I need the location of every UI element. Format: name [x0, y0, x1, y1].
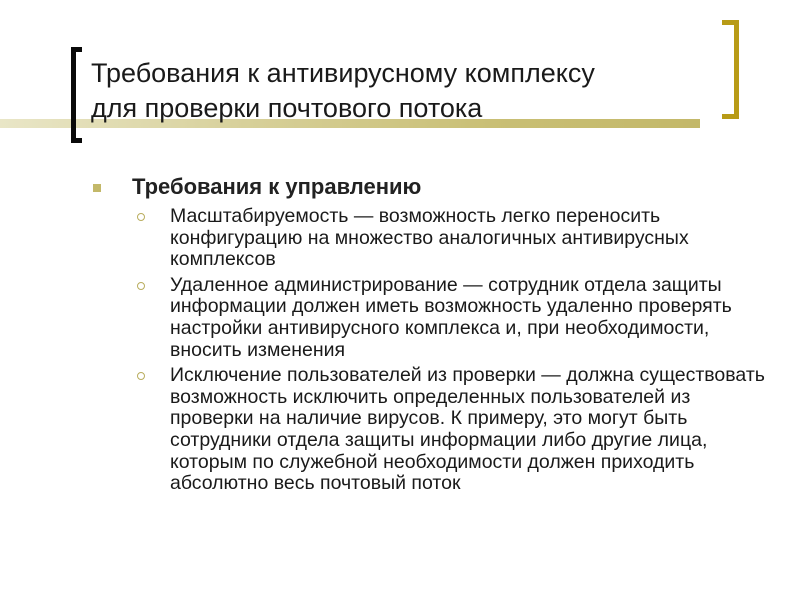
requirements-list — [90, 206, 770, 495]
slide-content — [90, 173, 770, 499]
section-heading: Требования к управлению — [132, 174, 422, 199]
list-item — [90, 365, 770, 495]
list-item-text: Исключение пользователей из проверки — должна существовать возможность исключить определенных пользователей из проверки на наличие вирусов. К примеру, это могут быть сотрудники отдела защиты информации либо другие лица, которым по служебной необходимости должен приходить абсолютно весь почтовый поток — [170, 364, 765, 495]
slide-title — [91, 56, 711, 126]
circle-bullet-icon — [137, 282, 145, 290]
circle-bullet-icon — [137, 372, 145, 380]
list-item — [90, 206, 770, 271]
right-bracket-decoration — [722, 20, 739, 119]
section-bullet — [90, 173, 770, 201]
slide-title-line-2: для проверки почтового потока — [91, 93, 483, 123]
slide-title-line-1: Требования к антивирусному комплексу — [91, 58, 595, 88]
list-item-text: Масштабируемость — возможность легко переносить конфигурацию на множество аналогичных антивирусных комплексов — [170, 205, 689, 271]
square-bullet-icon — [93, 184, 101, 192]
list-item — [90, 275, 770, 361]
left-bracket-decoration — [71, 47, 82, 143]
list-item-text: Удаленное администрирование — сотрудник отдела защиты информации должен иметь возможность удаленно проверять настройки антивирусного комплекса и, при необходимости, вносить изменения — [170, 273, 732, 361]
circle-bullet-icon — [137, 213, 145, 221]
